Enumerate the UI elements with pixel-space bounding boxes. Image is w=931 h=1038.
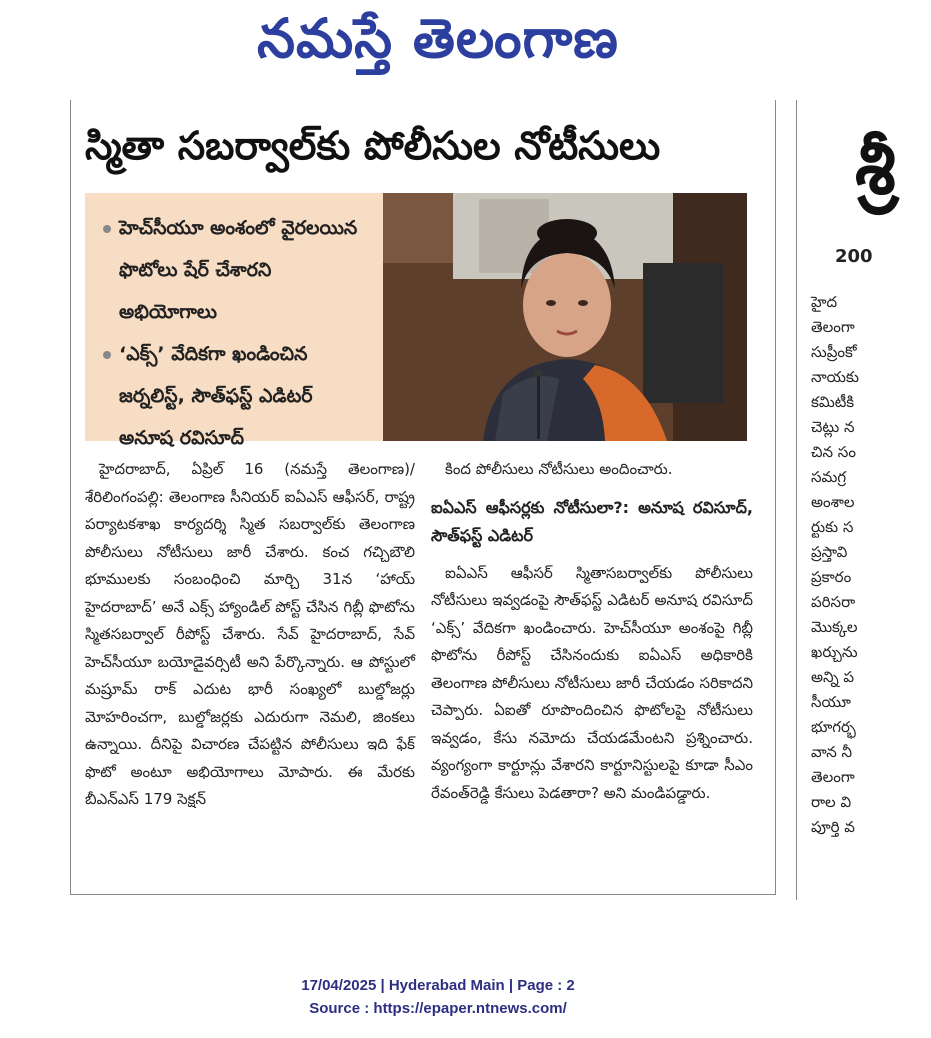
left-column-text: హైదరాబాద్, ఏప్రిల్ 16 (నమస్తే తెలంగాణ)/శేరిలింగంపల్లి: తెలంగాణ సీనియర్ ఐఏఎస్ ఆఫీసర్, రాష్ట్ర పర్యాటకశాఖ కార్యదర్శి స్మిత సబర్వాల్‌కు తెలంగాణ పోలీసులు నోటీసులు జారీ చేశారు. కంచ గచ్చిబౌలి భూములకు సంబంధించి మార్చి 31న ‘హాయ్ హైదరాబాద్’ అనే ఎక్స్ హ్యాండిల్ పోస్ట్ చేసిన గిబ్లీ ఫొటోను స్మితసబర్వాల్ రీపోస్ట్ చేశారు. సేవ్ హైదరాబాద్, సేవ్ హెచ్‌సీయూ బయోడైవర్సిటీ అని పేర్కొన్నారు. ఆ పోస్టులో మష్రూమ్ రాక్ ఎదుట భారీ సంఖ్యలో బుల్డోజర్లు మోహరించగా, బుల్డోజర్లకు ఎదురుగా నెమలి, జింకలు ఉన్నాయి. దీనిపై విచారణ చేపట్టిన పోలీసులు ఇది ఫేక్ ఫొటో అంటూ అభియోగాలు మోపారు. ఈ మేరకు బీఎన్ఎస్ 179 సెక్షన్	[85, 460, 415, 808]
adjacent-text-line: భూగర్భ	[811, 718, 856, 736]
adjacent-subhead-fragment: 200	[835, 246, 873, 267]
adjacent-text-line: తెలంగా	[811, 318, 855, 336]
adjacent-text-line: అంశాల	[811, 493, 855, 511]
adjacent-text-line: వాన నీ	[811, 743, 853, 761]
right-column-lead: కింద పోలీసులు నోటీసులు అందించారు.	[445, 460, 673, 478]
adjacent-text-line: చిన సం	[811, 443, 856, 461]
adjacent-text-line: హైద	[811, 293, 838, 311]
highlight-text: ‘ఎక్స్’ వేదికగా ఖండించిన జర్నలిస్ట్, సౌత్‌ఫస్ట్ ఎడిటర్ అనూష రవిసూద్	[119, 343, 313, 449]
bullet-icon	[103, 351, 111, 359]
edition-info: 17/04/2025 | Hyderabad Main | Page : 2	[301, 977, 575, 994]
article-clipping	[70, 100, 776, 895]
adjacent-headline-fragment: శ్రీ	[855, 125, 896, 211]
bullet-icon	[103, 225, 111, 233]
adjacent-text-line: చెట్లు న	[811, 418, 855, 436]
highlight-item	[103, 333, 373, 459]
adjacent-text-line: ప్రస్తావి	[811, 543, 848, 561]
source-link[interactable]: Source : https://epaper.ntnews.com/	[309, 1000, 567, 1017]
page-footer	[0, 974, 876, 1020]
adjacent-text-line: పూర్తి వ	[811, 818, 855, 836]
adjacent-text-line: నాయకు	[811, 368, 859, 386]
adjacent-text-line: సుప్రీంకో	[811, 343, 857, 361]
adjacent-text-line: పరిసరా	[811, 593, 856, 611]
article-headline: స్మితా సబర్వాల్‌కు పోలీసుల నోటీసులు	[85, 124, 661, 169]
adjacent-text-line: సమగ్ర	[811, 468, 847, 486]
adjacent-text-line: ఖర్చును	[811, 643, 858, 661]
sub-headline: ఐఏఎస్ ఆఫీసర్లకు నోటీసులా?: అనూష రవిసూద్, సౌత్‌ఫస్ట్ ఎడిటర్	[431, 497, 753, 545]
adjacent-text-line: రాల వి	[811, 793, 852, 811]
person-photo-icon	[383, 193, 747, 441]
left-column	[85, 456, 415, 814]
highlights-box	[85, 193, 383, 449]
highlight-item	[103, 207, 373, 333]
adjacent-text-line: ర్టుకు స	[811, 518, 854, 536]
adjacent-text-line: సీయూ	[811, 693, 851, 711]
newspaper-logo-title: నమస్తే తెలంగాణ	[257, 7, 619, 70]
adjacent-article-fragment	[796, 100, 896, 900]
person-photo	[383, 193, 747, 441]
right-column	[431, 456, 753, 807]
adjacent-text-line: ప్రకారం	[811, 568, 852, 586]
highlight-text: హెచ్‌సీయూ అంశంలో వైరలయిన ఫొటోలు షేర్ చేశారని అభియోగాలు	[119, 217, 358, 323]
adjacent-text-line: మొక్కల	[811, 618, 858, 636]
adjacent-text-line: కమిటీకి	[811, 393, 855, 411]
adjacent-text-line: అన్ని ప	[811, 668, 855, 686]
adjacent-text-line: తెలంగా	[811, 768, 855, 786]
adjacent-text-lines	[811, 290, 931, 840]
right-column-text: ఐఏఎస్ ఆఫీసర్ స్మితాసబర్వాల్‌కు పోలీసులు నోటీసులు ఇవ్వడంపై సౌత్‌ఫస్ట్ ఎడిటర్ అనూష రవిసూద్ ‘ఎక్స్’ వేదికగా ఖండించారు. హెచ్‌సీయూ అంశంపై గిబ్లీ ఫొటోను రీపోస్ట్ చేసినందుకు ఐఏఎస్ అధికారికి తెలంగాణ పోలీసులు నోటీసులు జారీ చేయడం సరికాదని చెప్పారు. ఏఐతో రూపొందించిన ఫొటోలపై నోటీసులు ఇవ్వడం, కేసు నమోదు చేయడమేంటని ప్రశ్నించారు. వ్యంగ్యంగా కార్టూన్లు వేశారని కార్టూనిస్టులపై కూడా సీఎం రేవంత్‌రెడ్డి కేసులు పెడతారా? అని మండిపడ్డారు.	[431, 563, 753, 802]
masthead	[0, 0, 876, 80]
